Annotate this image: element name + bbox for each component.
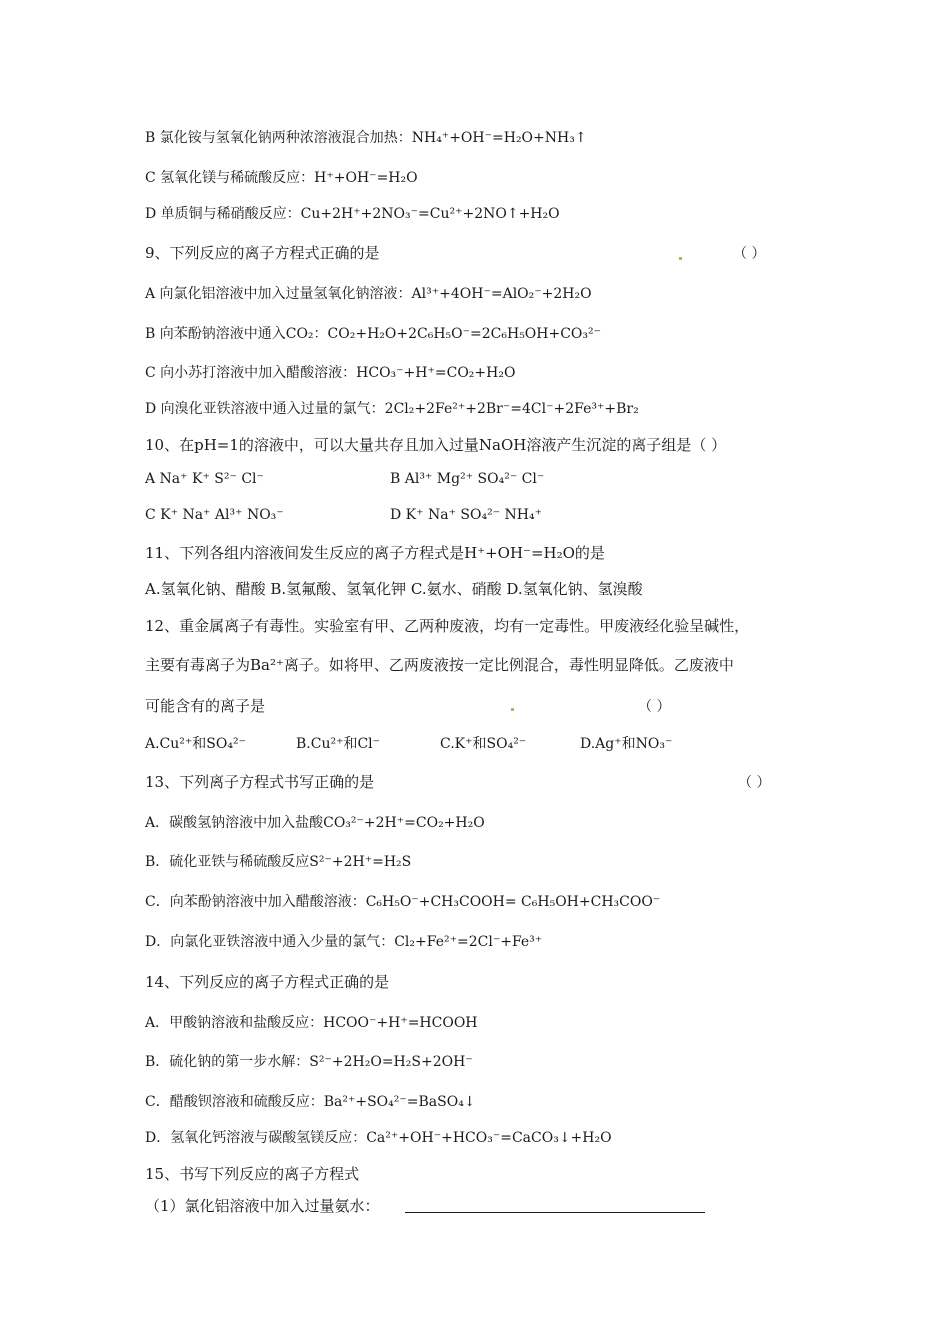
question-10-option-b: B Al³⁺ Mg²⁺ SO₄²⁻ Cl⁻ — [390, 471, 545, 487]
answer-paren-9: （ ） — [733, 246, 766, 262]
scan-speck — [511, 708, 514, 711]
question-13-option-d: D．向氯化亚铁溶液中通入少量的氯气：Cl₂+Fe²⁺=2Cl⁻+Fe³⁺ — [145, 934, 543, 950]
question-15: 15、书写下列反应的离子方程式 — [145, 1165, 360, 1183]
option-c-magnesium-hydroxide: C 氢氧化镁与稀硫酸反应：H⁺+OH⁻=H₂O — [145, 170, 418, 186]
question-15-part-1: （1）氯化铝溶液中加入过量氨水： — [145, 1197, 380, 1215]
question-11-options: A.氢氧化钠、醋酸 B.氢氟酸、氢氧化钾 C.氨水、硝酸 D.氢氧化钠、氢溴酸 — [145, 580, 643, 598]
scan-speck — [679, 257, 682, 260]
question-12-line-3: 可能含有的离子是 — [145, 697, 266, 715]
question-10-option-c: C K⁺ Na⁺ Al³⁺ NO₃⁻ — [145, 507, 284, 523]
question-14-option-b: B．硫化钠的第一步水解：S²⁻+2H₂O=H₂S+2OH⁻ — [145, 1054, 473, 1070]
question-12-option-b: B.Cu²⁺和Cl⁻ — [296, 736, 381, 752]
answer-paren-13: （ ） — [738, 775, 771, 791]
answer-blank-line[interactable] — [405, 1212, 705, 1213]
question-11: 11、下列各组内溶液间发生反应的离子方程式是H⁺+OH⁻=H₂O的是 — [145, 544, 605, 562]
question-13-option-a: A．碳酸氢钠溶液中加入盐酸CO₃²⁻+2H⁺=CO₂+H₂O — [145, 815, 485, 831]
question-13-option-c: C．向苯酚钠溶液中加入醋酸溶液：C₆H₅O⁻+CH₃COOH= C₆H₅OH+CH₃COO⁻ — [145, 894, 661, 910]
question-12-line-1: 12、重金属离子有毒性。实验室有甲、乙两种废液，均有一定毒性。甲废液经化验呈碱性， — [145, 617, 750, 635]
question-9: 9、下列反应的离子方程式正确的是 — [145, 244, 380, 262]
question-14: 14、下列反应的离子方程式正确的是 — [145, 973, 390, 991]
question-12-option-a: A.Cu²⁺和SO₄²⁻ — [145, 736, 246, 752]
question-14-option-d: D．氢氧化钙溶液与碳酸氢镁反应：Ca²⁺+OH⁻+HCO₃⁻=CaCO₃↓+H₂O — [145, 1130, 612, 1146]
question-12-line-2: 主要有毒离子为Ba²⁺离子。如将甲、乙两废液按一定比例混合，毒性明显降低。乙废液中 — [145, 656, 734, 674]
option-d-copper-nitric-acid: D 单质铜与稀硝酸反应：Cu+2H⁺+2NO₃⁻=Cu²⁺+2NO↑+H₂O — [145, 206, 560, 222]
question-10-option-a: A Na⁺ K⁺ S²⁻ Cl⁻ — [145, 471, 264, 487]
option-b-ammonium-chloride: B 氯化铵与氢氧化钠两种浓溶液混合加热：NH₄⁺+OH⁻=H₂O+NH₃↑ — [145, 130, 587, 146]
question-9-option-a: A 向氯化铝溶液中加入过量氢氧化钠溶液：Al³⁺+4OH⁻=AlO₂⁻+2H₂O — [145, 286, 592, 302]
answer-paren-12: （ ） — [638, 699, 671, 715]
question-10-option-d: D K⁺ Na⁺ SO₄²⁻ NH₄⁺ — [390, 507, 543, 523]
question-14-option-a: A．甲酸钠溶液和盐酸反应：HCOO⁻+H⁺=HCOOH — [145, 1015, 478, 1031]
question-14-option-c: C．醋酸钡溶液和硫酸反应：Ba²⁺+SO₄²⁻=BaSO₄↓ — [145, 1094, 476, 1110]
question-9-option-c: C 向小苏打溶液中加入醋酸溶液：HCO₃⁻+H⁺=CO₂+H₂O — [145, 365, 516, 381]
question-9-option-d: D 向溴化亚铁溶液中通入过量的氯气：2Cl₂+2Fe²⁺+2Br⁻=4Cl⁻+2Fe³⁺+Br₂ — [145, 401, 639, 417]
question-12-option-c: C.K⁺和SO₄²⁻ — [440, 736, 527, 752]
question-9-option-b: B 向苯酚钠溶液中通入CO₂：CO₂+H₂O+2C₆H₅O⁻=2C₆H₅OH+CO₃²⁻ — [145, 326, 602, 342]
question-10: 10、在pH=1的溶液中，可以大量共存且加入过量NaOH溶液产生沉淀的离子组是（ ） — [145, 436, 727, 454]
question-13-option-b: B．硫化亚铁与稀硫酸反应S²⁻+2H⁺=H₂S — [145, 854, 412, 870]
question-12-option-d: D.Ag⁺和NO₃⁻ — [580, 736, 673, 752]
question-13: 13、下列离子方程式书写正确的是 — [145, 773, 375, 791]
